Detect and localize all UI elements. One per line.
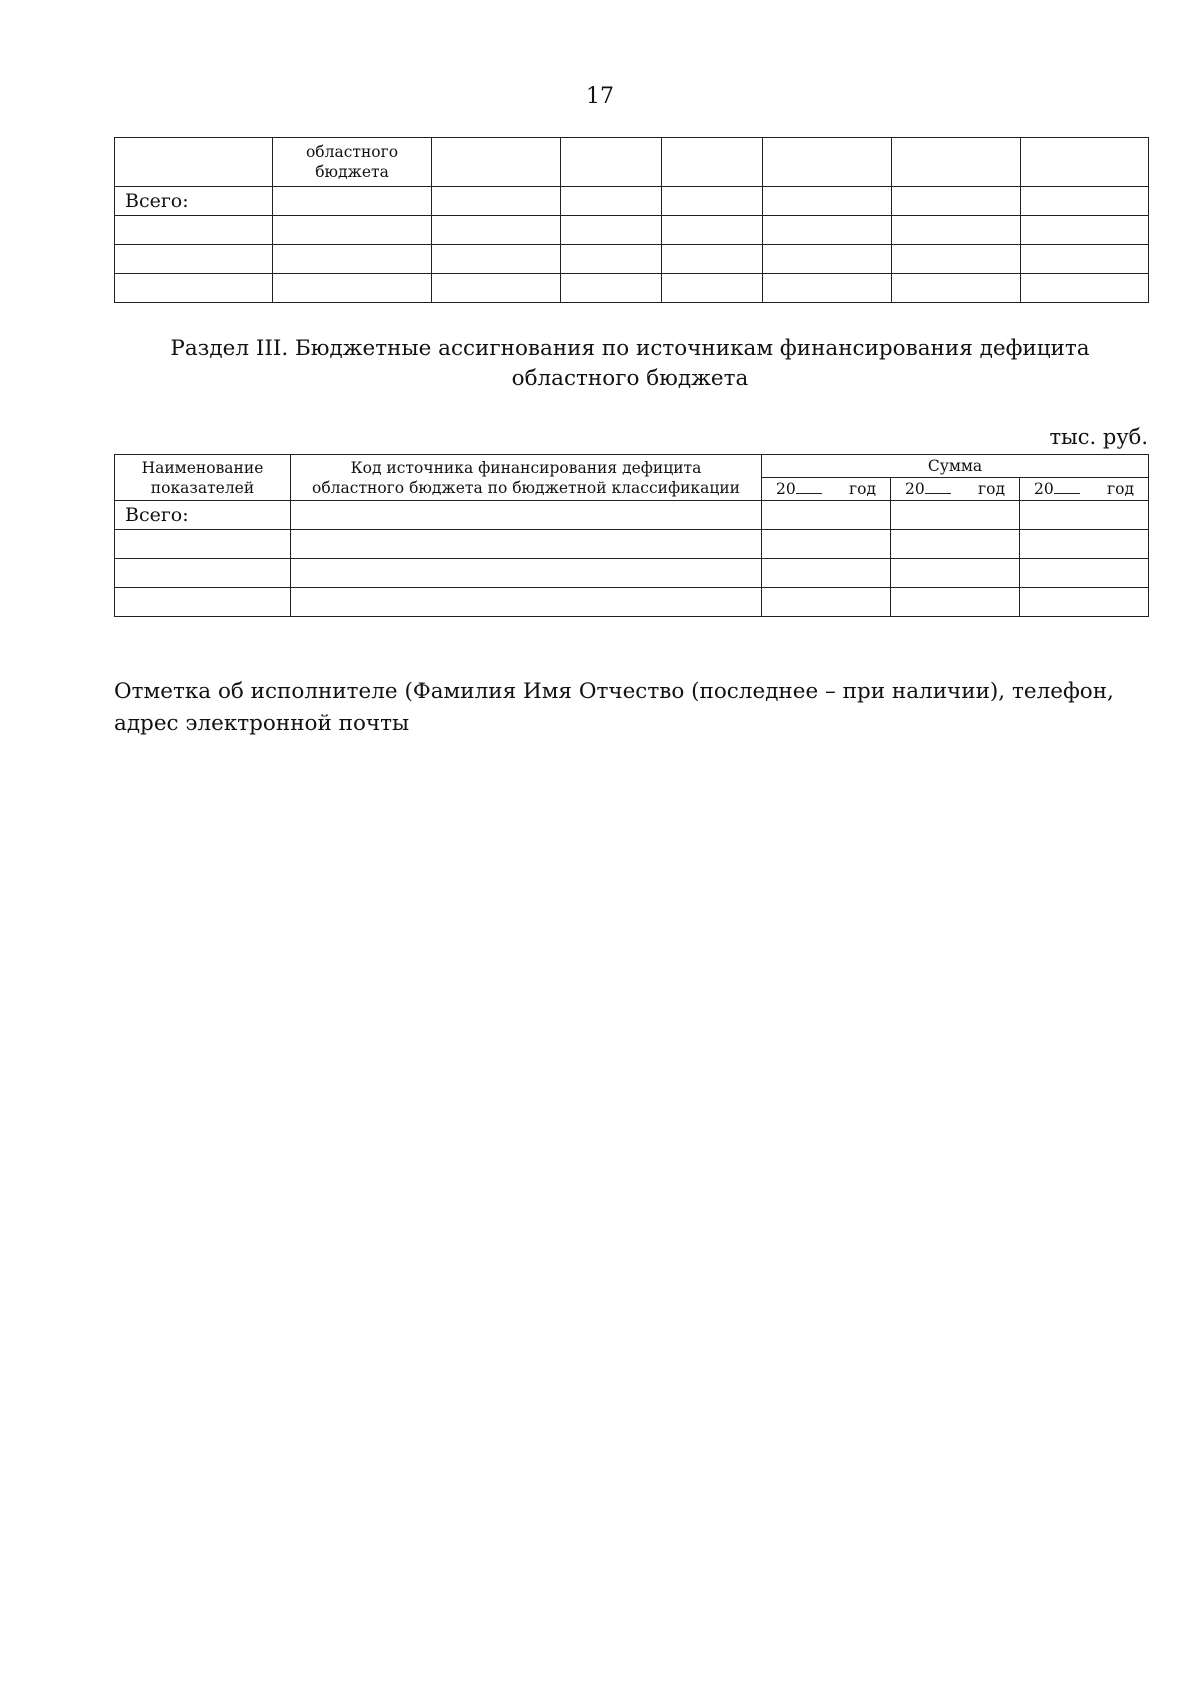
table-cell (892, 274, 1021, 303)
table-cell (115, 138, 273, 187)
table-cell (561, 245, 662, 274)
table-row (115, 559, 1149, 588)
table-cell (432, 216, 561, 245)
section-title (150, 334, 1110, 394)
table-cell (432, 187, 561, 216)
table-row (115, 530, 1149, 559)
table-row (115, 187, 1149, 216)
table-cell (561, 138, 662, 187)
table-cell (115, 588, 291, 617)
table-cell (762, 530, 891, 559)
year-prefix: 20 (776, 480, 796, 498)
table-cell (892, 216, 1021, 245)
table-cell (891, 588, 1020, 617)
table-cell (662, 245, 763, 274)
table-cell (291, 559, 762, 588)
table-cell (662, 216, 763, 245)
table-cell (115, 274, 273, 303)
table-cell (762, 501, 891, 530)
year-blank (1054, 479, 1080, 494)
cell-text-line: бюджета (315, 163, 389, 181)
table-cell (1020, 501, 1149, 530)
total-label: Всего: (115, 501, 291, 530)
table-cell (273, 216, 432, 245)
year-suffix: год (978, 480, 1005, 498)
table-row (115, 245, 1149, 274)
table-cell (291, 530, 762, 559)
header-text-line: Код источника финансирования дефицита (350, 458, 702, 477)
year-blank (796, 479, 822, 494)
table-cell (891, 530, 1020, 559)
table-row (115, 274, 1149, 303)
table-cell (1021, 216, 1149, 245)
table-cell (273, 187, 432, 216)
table-row (115, 588, 1149, 617)
year-suffix: год (1107, 480, 1135, 498)
table-cell (763, 245, 892, 274)
table-cell (561, 187, 662, 216)
table-cell (762, 588, 891, 617)
table-cell (115, 245, 273, 274)
table-cell (1021, 187, 1149, 216)
table-cell (892, 245, 1021, 274)
table-cell (115, 559, 291, 588)
table-row (115, 216, 1149, 245)
table-cell (662, 187, 763, 216)
header-year (762, 478, 891, 501)
units-label: тыс. руб. (1049, 425, 1148, 449)
continued-table (114, 137, 1149, 303)
table-cell (561, 274, 662, 303)
table-cell (291, 501, 762, 530)
table-cell (432, 138, 561, 187)
note-line: Отметка об исполнителе (Фамилия Имя Отчество (последнее – при наличии), телефон, (114, 679, 1114, 704)
table-row (115, 138, 1149, 187)
table-cell (1021, 245, 1149, 274)
section3-table (114, 454, 1149, 617)
table-cell (763, 216, 892, 245)
table-cell-budget-label (273, 138, 432, 187)
executor-note (114, 676, 1154, 740)
header-text-line: областного бюджета по бюджетной классификации (312, 478, 740, 497)
table-cell (762, 559, 891, 588)
table-cell (1021, 274, 1149, 303)
table-cell (115, 530, 291, 559)
table-cell (1020, 588, 1149, 617)
header-text-line: показателей (150, 478, 255, 497)
table-cell (432, 245, 561, 274)
year-blank (925, 479, 951, 494)
table-row (115, 501, 1149, 530)
table-cell (115, 216, 273, 245)
year-suffix: год (849, 480, 876, 498)
total-label: Всего: (115, 187, 273, 216)
table-cell (561, 216, 662, 245)
header-sum: Сумма (762, 455, 1149, 478)
table-cell (763, 187, 892, 216)
table-cell (291, 588, 762, 617)
section-title-line: областного бюджета (511, 366, 749, 391)
table-cell (1021, 138, 1149, 187)
page-number: 17 (586, 84, 614, 109)
table-cell (1020, 530, 1149, 559)
table-cell (1020, 559, 1149, 588)
header-year (1020, 478, 1149, 501)
year-prefix: 20 (1034, 480, 1054, 498)
table-cell (273, 274, 432, 303)
table-cell (892, 187, 1021, 216)
table-cell (891, 501, 1020, 530)
table-cell (763, 274, 892, 303)
table-cell (662, 274, 763, 303)
table-cell (891, 559, 1020, 588)
table-cell (662, 138, 763, 187)
header-name (115, 455, 291, 501)
note-line: адрес электронной почты (114, 711, 410, 736)
year-prefix: 20 (905, 480, 925, 498)
cell-text-line: областного (305, 143, 399, 161)
table-cell (432, 274, 561, 303)
section-title-line: Раздел III. Бюджетные ассигнования по источникам финансирования дефицита (170, 336, 1090, 361)
header-code (291, 455, 762, 501)
table-cell (892, 138, 1021, 187)
table-cell (763, 138, 892, 187)
header-text-line: Наименование (141, 458, 264, 477)
header-row (115, 455, 1149, 478)
table-cell (273, 245, 432, 274)
header-year (891, 478, 1020, 501)
